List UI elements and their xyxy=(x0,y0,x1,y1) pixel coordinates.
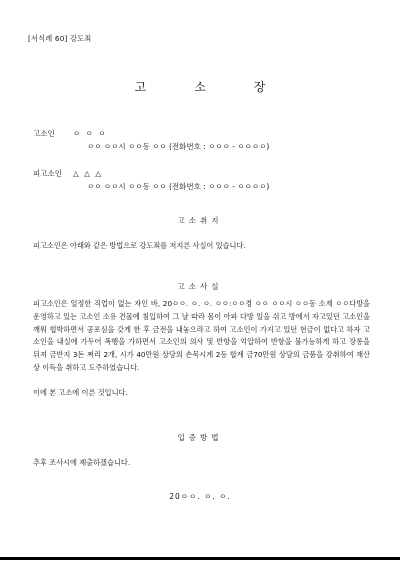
complainant-block xyxy=(33,127,269,153)
document-title: 고소장 xyxy=(134,80,314,94)
evidence-heading: 입증방법 xyxy=(177,433,223,442)
form-label: [서식례 60] 강도죄 xyxy=(28,34,92,43)
facts-closing: 이에 본 고소에 이른 것입니다. xyxy=(33,388,128,397)
complainant-name: ㅇ ㅇ ㅇ xyxy=(73,129,108,138)
filing-date: 20ㅇㅇ. ㅇ. ㅇ. xyxy=(169,492,231,501)
purpose-text: 피고소인은 아래와 같은 방법으로 강도죄를 저지른 사실이 있습니다. xyxy=(33,241,246,250)
complainant-address: ㅇㅇ ㅇㅇ시 ㅇㅇ동 ㅇㅇ (전화번호 : ㅇㅇㅇ - ㅇㅇㅇㅇ) xyxy=(87,142,270,151)
complainant-label: 고소인 xyxy=(33,129,55,138)
evidence-text: 추후 조사시에 제출하겠습니다. xyxy=(33,458,131,467)
facts-text: 피고소인은 일정한 직업이 없는 자인 바, 20ㅇㅇ. ㅇ. ㅇ. ㅇㅇ:ㅇㅇ경 ㅇㅇ ㅇㅇ시 ㅇㅇ동 소재 ㅇㅇ다방을 운영하고 있는 고소인 소유 건물에 침입하여 그 날 따라 몸이 아파 다방 일을 쉬고 방에서 자고있던 고소인을 깨워 협박하면서 공포심을 갖게 한 후 금전을 내놓으라고 하여 고소인이 가지고 있던 현금이 없다고 하자 고소인을 내실에 가두어 폭행을 가하면서 고소인의 의사 및 반항을 억압하여 반항을 불가능하게 하고 장롱을 뒤져 금반지 3돈 쩌리 2개, 시가 40만원 상당의 손목시계 2등 합계 금70만원 상당의 금품을 강취하여 재산상 이득을 취하고 도주하였습니다. xyxy=(33,299,370,372)
purpose-heading: 고소취지 xyxy=(177,216,223,225)
defendant-label: 피고소인 xyxy=(33,169,62,178)
defendant-address: ㅇㅇ ㅇㅇ시 ㅇㅇ동 ㅇㅇ (전화번호 : ㅇㅇㅇ - ㅇㅇㅇㅇ) xyxy=(87,182,270,191)
bottom-rule xyxy=(0,557,400,560)
defendant-block xyxy=(33,167,269,193)
defendant-name: △ △ △ xyxy=(73,169,103,178)
facts-heading: 고소사실 xyxy=(177,282,223,291)
